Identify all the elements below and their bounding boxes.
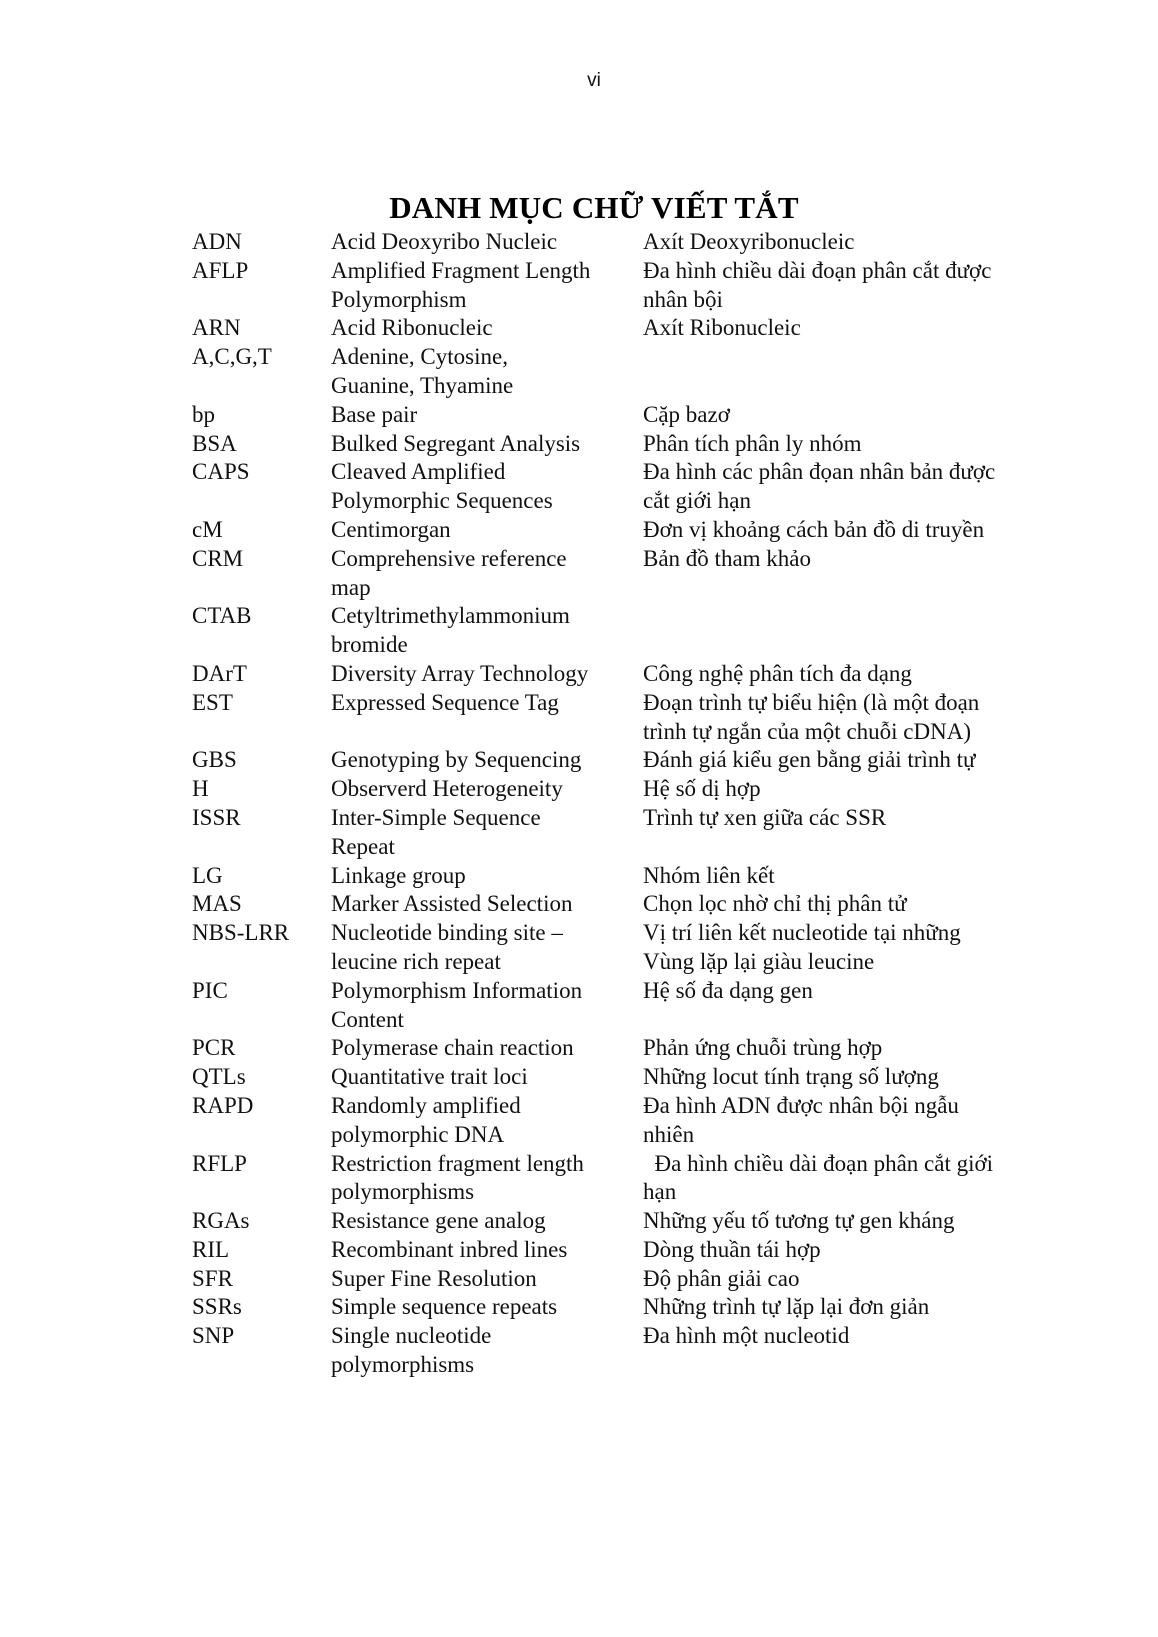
vietnamese-meaning	[643, 1207, 1052, 1236]
abbreviation-term-text: BSA	[192, 430, 237, 456]
abbreviation-term	[192, 746, 331, 775]
abbreviation-term	[192, 1034, 331, 1063]
english-meaning-line: Centimorgan	[331, 516, 451, 542]
english-meaning	[331, 1236, 643, 1265]
english-meaning-line: polymorphic DNA	[331, 1121, 505, 1147]
english-meaning	[331, 804, 643, 862]
english-meaning	[331, 545, 643, 603]
vietnamese-meaning-line: Dòng thuần tái hợp	[643, 1236, 821, 1262]
vietnamese-meaning-line: nhiên	[643, 1121, 695, 1147]
abbreviation-term-text: SSRs	[192, 1294, 242, 1320]
vietnamese-meaning	[643, 343, 1052, 401]
english-meaning-line: Repeat	[331, 833, 395, 859]
abbreviation-term	[192, 689, 331, 747]
abbreviation-term-text: RGAs	[192, 1208, 250, 1234]
abbreviation-row	[192, 689, 1052, 747]
abbreviation-term	[192, 660, 331, 689]
abbreviation-row	[192, 516, 1052, 545]
english-meaning-line: Adenine, Cytosine,	[331, 344, 508, 370]
abbreviation-term-text: CAPS	[192, 459, 250, 485]
abbreviation-term	[192, 977, 331, 1035]
vietnamese-meaning-line: Những locut tính trạng số lượng	[643, 1064, 939, 1090]
english-meaning	[331, 977, 643, 1035]
abbreviation-term-text: PIC	[192, 977, 228, 1003]
page-title: DANH MỤC CHỮ VIẾT TẮT	[389, 190, 799, 225]
abbreviation-term	[192, 516, 331, 545]
vietnamese-meaning	[643, 1034, 1052, 1063]
abbreviation-term-text: RAPD	[192, 1092, 254, 1118]
vietnamese-meaning-line: trình tự ngắn của một chuỗi cDNA)	[643, 718, 971, 744]
vietnamese-meaning	[643, 1293, 1052, 1322]
english-meaning-line: Polymorphism	[331, 286, 467, 312]
abbreviation-row	[192, 1063, 1052, 1092]
english-meaning-line: Single nucleotide	[331, 1323, 492, 1349]
english-meaning-line: polymorphisms	[331, 1352, 475, 1378]
abbreviation-term	[192, 862, 331, 891]
abbreviation-term-text: SNP	[192, 1323, 235, 1349]
english-meaning	[331, 775, 643, 804]
vietnamese-meaning	[643, 919, 1052, 977]
english-meaning-line: Randomly amplified	[331, 1092, 521, 1118]
vietnamese-meaning	[643, 430, 1052, 459]
vietnamese-meaning-line: Độ phân giải cao	[643, 1265, 800, 1291]
english-meaning-line: Content	[331, 1006, 404, 1032]
vietnamese-meaning-line: Cặp bazơ	[643, 401, 730, 427]
vietnamese-meaning-line: Đa hình một nucleotid	[643, 1323, 850, 1349]
abbreviation-term-text: ARN	[192, 315, 241, 341]
english-meaning	[331, 228, 643, 257]
abbreviation-term-text: AFLP	[192, 257, 249, 283]
abbreviation-row	[192, 257, 1052, 315]
vietnamese-meaning	[643, 1322, 1052, 1380]
abbreviation-term	[192, 804, 331, 862]
abbreviation-term-text: H	[192, 776, 209, 802]
abbreviation-term-text: RIL	[192, 1236, 230, 1262]
english-meaning-line: Quantitative trait loci	[331, 1064, 528, 1090]
abbreviation-term	[192, 890, 331, 919]
vietnamese-meaning-line: Đánh giá kiểu gen bằng giải trình tự	[643, 747, 976, 773]
english-meaning	[331, 862, 643, 891]
abbreviation-row	[192, 775, 1052, 804]
english-meaning-line: Diversity Array Technology	[331, 660, 589, 686]
vietnamese-meaning-line: Đoạn trình tự biểu hiện (là một đoạn	[643, 689, 980, 715]
english-meaning-line: Linkage group	[331, 862, 466, 888]
abbreviation-term-text: SFR	[192, 1265, 233, 1291]
vietnamese-meaning	[643, 545, 1052, 603]
vietnamese-meaning-line: Axít Ribonucleic	[643, 315, 801, 341]
english-meaning	[331, 516, 643, 545]
english-meaning-line: leucine rich repeat	[331, 948, 501, 974]
english-meaning-line: bromide	[331, 632, 408, 658]
vietnamese-meaning	[643, 314, 1052, 343]
abbreviation-term-text: CTAB	[192, 603, 252, 629]
abbreviation-row	[192, 343, 1052, 401]
abbreviation-term	[192, 458, 331, 516]
abbreviation-term-text: EST	[192, 689, 233, 715]
english-meaning-line: Recombinant inbred lines	[331, 1236, 568, 1262]
english-meaning	[331, 430, 643, 459]
abbreviation-term-text: A,C,G,T	[192, 344, 272, 370]
english-meaning-line: Observerd Heterogeneity	[331, 776, 563, 802]
english-meaning-line: Acid Deoxyribo Nucleic	[331, 229, 558, 254]
vietnamese-meaning	[643, 890, 1052, 919]
abbreviation-term	[192, 1322, 331, 1380]
abbreviation-term	[192, 430, 331, 459]
english-meaning-line: Amplified Fragment Length	[331, 257, 591, 283]
abbreviation-row	[192, 1150, 1052, 1208]
vietnamese-meaning	[643, 746, 1052, 775]
vietnamese-meaning-line: Đa hình các phân đọan nhân bản được	[643, 459, 996, 485]
abbreviation-row	[192, 401, 1052, 430]
english-meaning	[331, 1150, 643, 1208]
english-meaning	[331, 1293, 643, 1322]
english-meaning-line: Expressed Sequence Tag	[331, 689, 559, 715]
abbreviation-term	[192, 1236, 331, 1265]
vietnamese-meaning-line: Đa hình ADN được nhân bội ngẫu	[643, 1092, 959, 1118]
vietnamese-meaning-line: Phân tích phân ly nhóm	[643, 430, 862, 456]
abbreviation-term	[192, 1063, 331, 1092]
abbreviation-row	[192, 602, 1052, 660]
english-meaning-line: Restriction fragment length	[331, 1150, 584, 1176]
vietnamese-meaning-line: Công nghệ phân tích đa dạng	[643, 660, 912, 686]
english-meaning-line: Genotyping by Sequencing	[331, 747, 582, 773]
english-meaning-line: Cetyltrimethylammonium	[331, 603, 570, 629]
vietnamese-meaning-line: Axít Deoxyribonucleic	[643, 229, 855, 254]
abbreviation-term-text: ISSR	[192, 804, 241, 830]
abbreviation-term	[192, 1265, 331, 1294]
vietnamese-meaning	[643, 804, 1052, 862]
page-number: vi	[587, 70, 601, 91]
english-meaning	[331, 602, 643, 660]
abbreviation-term-text: cM	[192, 516, 223, 542]
abbreviation-row	[192, 660, 1052, 689]
english-meaning-line: Marker Assisted Selection	[331, 891, 573, 917]
abbreviation-term-text: ADN	[192, 229, 242, 254]
abbreviation-row	[192, 1265, 1052, 1294]
vietnamese-meaning	[643, 257, 1052, 315]
english-meaning	[331, 689, 643, 747]
abbreviation-term	[192, 1207, 331, 1236]
english-meaning	[331, 1322, 643, 1380]
english-meaning-line: polymorphisms	[331, 1179, 475, 1205]
english-meaning-line: Guanine, Thyamine	[331, 372, 514, 398]
abbreviation-row	[192, 458, 1052, 516]
abbreviation-term	[192, 314, 331, 343]
abbreviation-term	[192, 1092, 331, 1150]
english-meaning	[331, 746, 643, 775]
abbreviation-term-text: GBS	[192, 747, 237, 773]
abbreviation-row	[192, 545, 1052, 603]
english-meaning-line: Cleaved Amplified	[331, 459, 506, 485]
vietnamese-meaning	[643, 458, 1052, 516]
abbreviation-row	[192, 919, 1052, 977]
vietnamese-meaning	[643, 660, 1052, 689]
english-meaning	[331, 1265, 643, 1294]
vietnamese-meaning-line: Phản ứng chuỗi trùng hợp	[643, 1035, 883, 1061]
vietnamese-meaning-line: Đa hình chiều dài đoạn phân cắt được	[643, 257, 992, 283]
abbreviation-row	[192, 746, 1052, 775]
abbreviation-term-text: NBS-LRR	[192, 920, 290, 946]
vietnamese-meaning	[643, 1265, 1052, 1294]
abbreviation-row	[192, 228, 1052, 257]
english-meaning	[331, 919, 643, 977]
vietnamese-meaning-line: Đa hình chiều dài đoạn phân cắt giới	[643, 1150, 994, 1176]
vietnamese-meaning	[643, 401, 1052, 430]
english-meaning	[331, 660, 643, 689]
abbreviation-term	[192, 1150, 331, 1208]
vietnamese-meaning	[643, 775, 1052, 804]
vietnamese-meaning-line: Chọn lọc nhờ chỉ thị phân tử	[643, 891, 907, 917]
english-meaning	[331, 1092, 643, 1150]
abbreviation-term	[192, 775, 331, 804]
vietnamese-meaning-line: Bản đồ tham khảo	[643, 545, 811, 571]
vietnamese-meaning	[643, 602, 1052, 660]
abbreviation-row	[192, 1034, 1052, 1063]
abbreviation-term	[192, 545, 331, 603]
english-meaning	[331, 257, 643, 315]
abbreviation-term-text: CRM	[192, 545, 244, 571]
abbreviation-row	[192, 804, 1052, 862]
english-meaning-line: Base pair	[331, 401, 418, 427]
english-meaning-line: Nucleotide binding site –	[331, 920, 563, 946]
english-meaning-line: Comprehensive reference	[331, 545, 567, 571]
vietnamese-meaning-line: Hệ số đa dạng gen	[643, 977, 813, 1003]
abbreviation-row	[192, 314, 1052, 343]
abbreviation-row	[192, 1207, 1052, 1236]
vietnamese-meaning-line: cắt giới hạn	[643, 488, 751, 514]
english-meaning-line: map	[331, 574, 371, 600]
english-meaning-line: Resistance gene analog	[331, 1208, 546, 1234]
abbreviation-term	[192, 1293, 331, 1322]
abbreviation-row	[192, 977, 1052, 1035]
abbreviation-term-text: PCR	[192, 1035, 236, 1061]
english-meaning-line: Super Fine Resolution	[331, 1265, 537, 1291]
english-meaning	[331, 1034, 643, 1063]
english-meaning	[331, 1207, 643, 1236]
vietnamese-meaning-line: Nhóm liên kết	[643, 862, 775, 888]
abbreviation-list	[192, 228, 1052, 1380]
vietnamese-meaning-line: Hệ số dị hợp	[643, 776, 761, 802]
abbreviation-row	[192, 430, 1052, 459]
abbreviation-term-text: DArT	[192, 660, 247, 686]
vietnamese-meaning-line: Vị trí liên kết nucleotide tại những	[643, 920, 961, 946]
vietnamese-meaning	[643, 516, 1052, 545]
vietnamese-meaning-line: Trình tự xen giữa các SSR	[643, 804, 887, 830]
english-meaning-line: Polymorphic Sequences	[331, 488, 553, 514]
english-meaning-line: Inter-Simple Sequence	[331, 804, 541, 830]
vietnamese-meaning-line: nhân bội	[643, 286, 723, 312]
abbreviation-row	[192, 890, 1052, 919]
vietnamese-meaning-line: Đơn vị khoảng cách bản đồ di truyền	[643, 516, 985, 542]
abbreviation-term	[192, 602, 331, 660]
abbreviation-term-text: QTLs	[192, 1064, 246, 1090]
english-meaning-line: Simple sequence repeats	[331, 1294, 558, 1320]
abbreviation-term-text: MAS	[192, 891, 242, 917]
vietnamese-meaning	[643, 862, 1052, 891]
english-meaning-line: Acid Ribonucleic	[331, 315, 493, 341]
vietnamese-meaning-line: hạn	[643, 1179, 677, 1205]
english-meaning	[331, 890, 643, 919]
english-meaning	[331, 1063, 643, 1092]
vietnamese-meaning	[643, 977, 1052, 1035]
english-meaning	[331, 458, 643, 516]
vietnamese-meaning	[643, 1063, 1052, 1092]
abbreviation-row	[192, 862, 1052, 891]
english-meaning-line: Polymorphism Information	[331, 977, 583, 1003]
abbreviation-row	[192, 1236, 1052, 1265]
vietnamese-meaning	[643, 1236, 1052, 1265]
vietnamese-meaning	[643, 228, 1052, 257]
abbreviation-row	[192, 1092, 1052, 1150]
vietnamese-meaning	[643, 1092, 1052, 1150]
vietnamese-meaning	[643, 689, 1052, 747]
abbreviation-term-text: LG	[192, 862, 223, 888]
abbreviation-term-text: RFLP	[192, 1150, 247, 1176]
vietnamese-meaning-line: Vùng lặp lại giàu leucine	[643, 948, 875, 974]
abbreviation-term	[192, 343, 331, 401]
english-meaning	[331, 401, 643, 430]
abbreviation-term	[192, 401, 331, 430]
vietnamese-meaning-line: Những yếu tố tương tự gen kháng	[643, 1208, 955, 1234]
abbreviation-row	[192, 1322, 1052, 1380]
abbreviation-term-text: bp	[192, 401, 215, 427]
abbreviation-term	[192, 919, 331, 977]
english-meaning-line: Polymerase chain reaction	[331, 1035, 574, 1061]
abbreviation-term	[192, 228, 331, 257]
english-meaning	[331, 314, 643, 343]
english-meaning-line: Bulked Segregant Analysis	[331, 430, 581, 456]
vietnamese-meaning-line: Những trình tự lặp lại đơn giản	[643, 1294, 930, 1320]
english-meaning	[331, 343, 643, 401]
abbreviation-term	[192, 257, 331, 315]
vietnamese-meaning	[643, 1150, 1052, 1208]
abbreviation-row	[192, 1293, 1052, 1322]
